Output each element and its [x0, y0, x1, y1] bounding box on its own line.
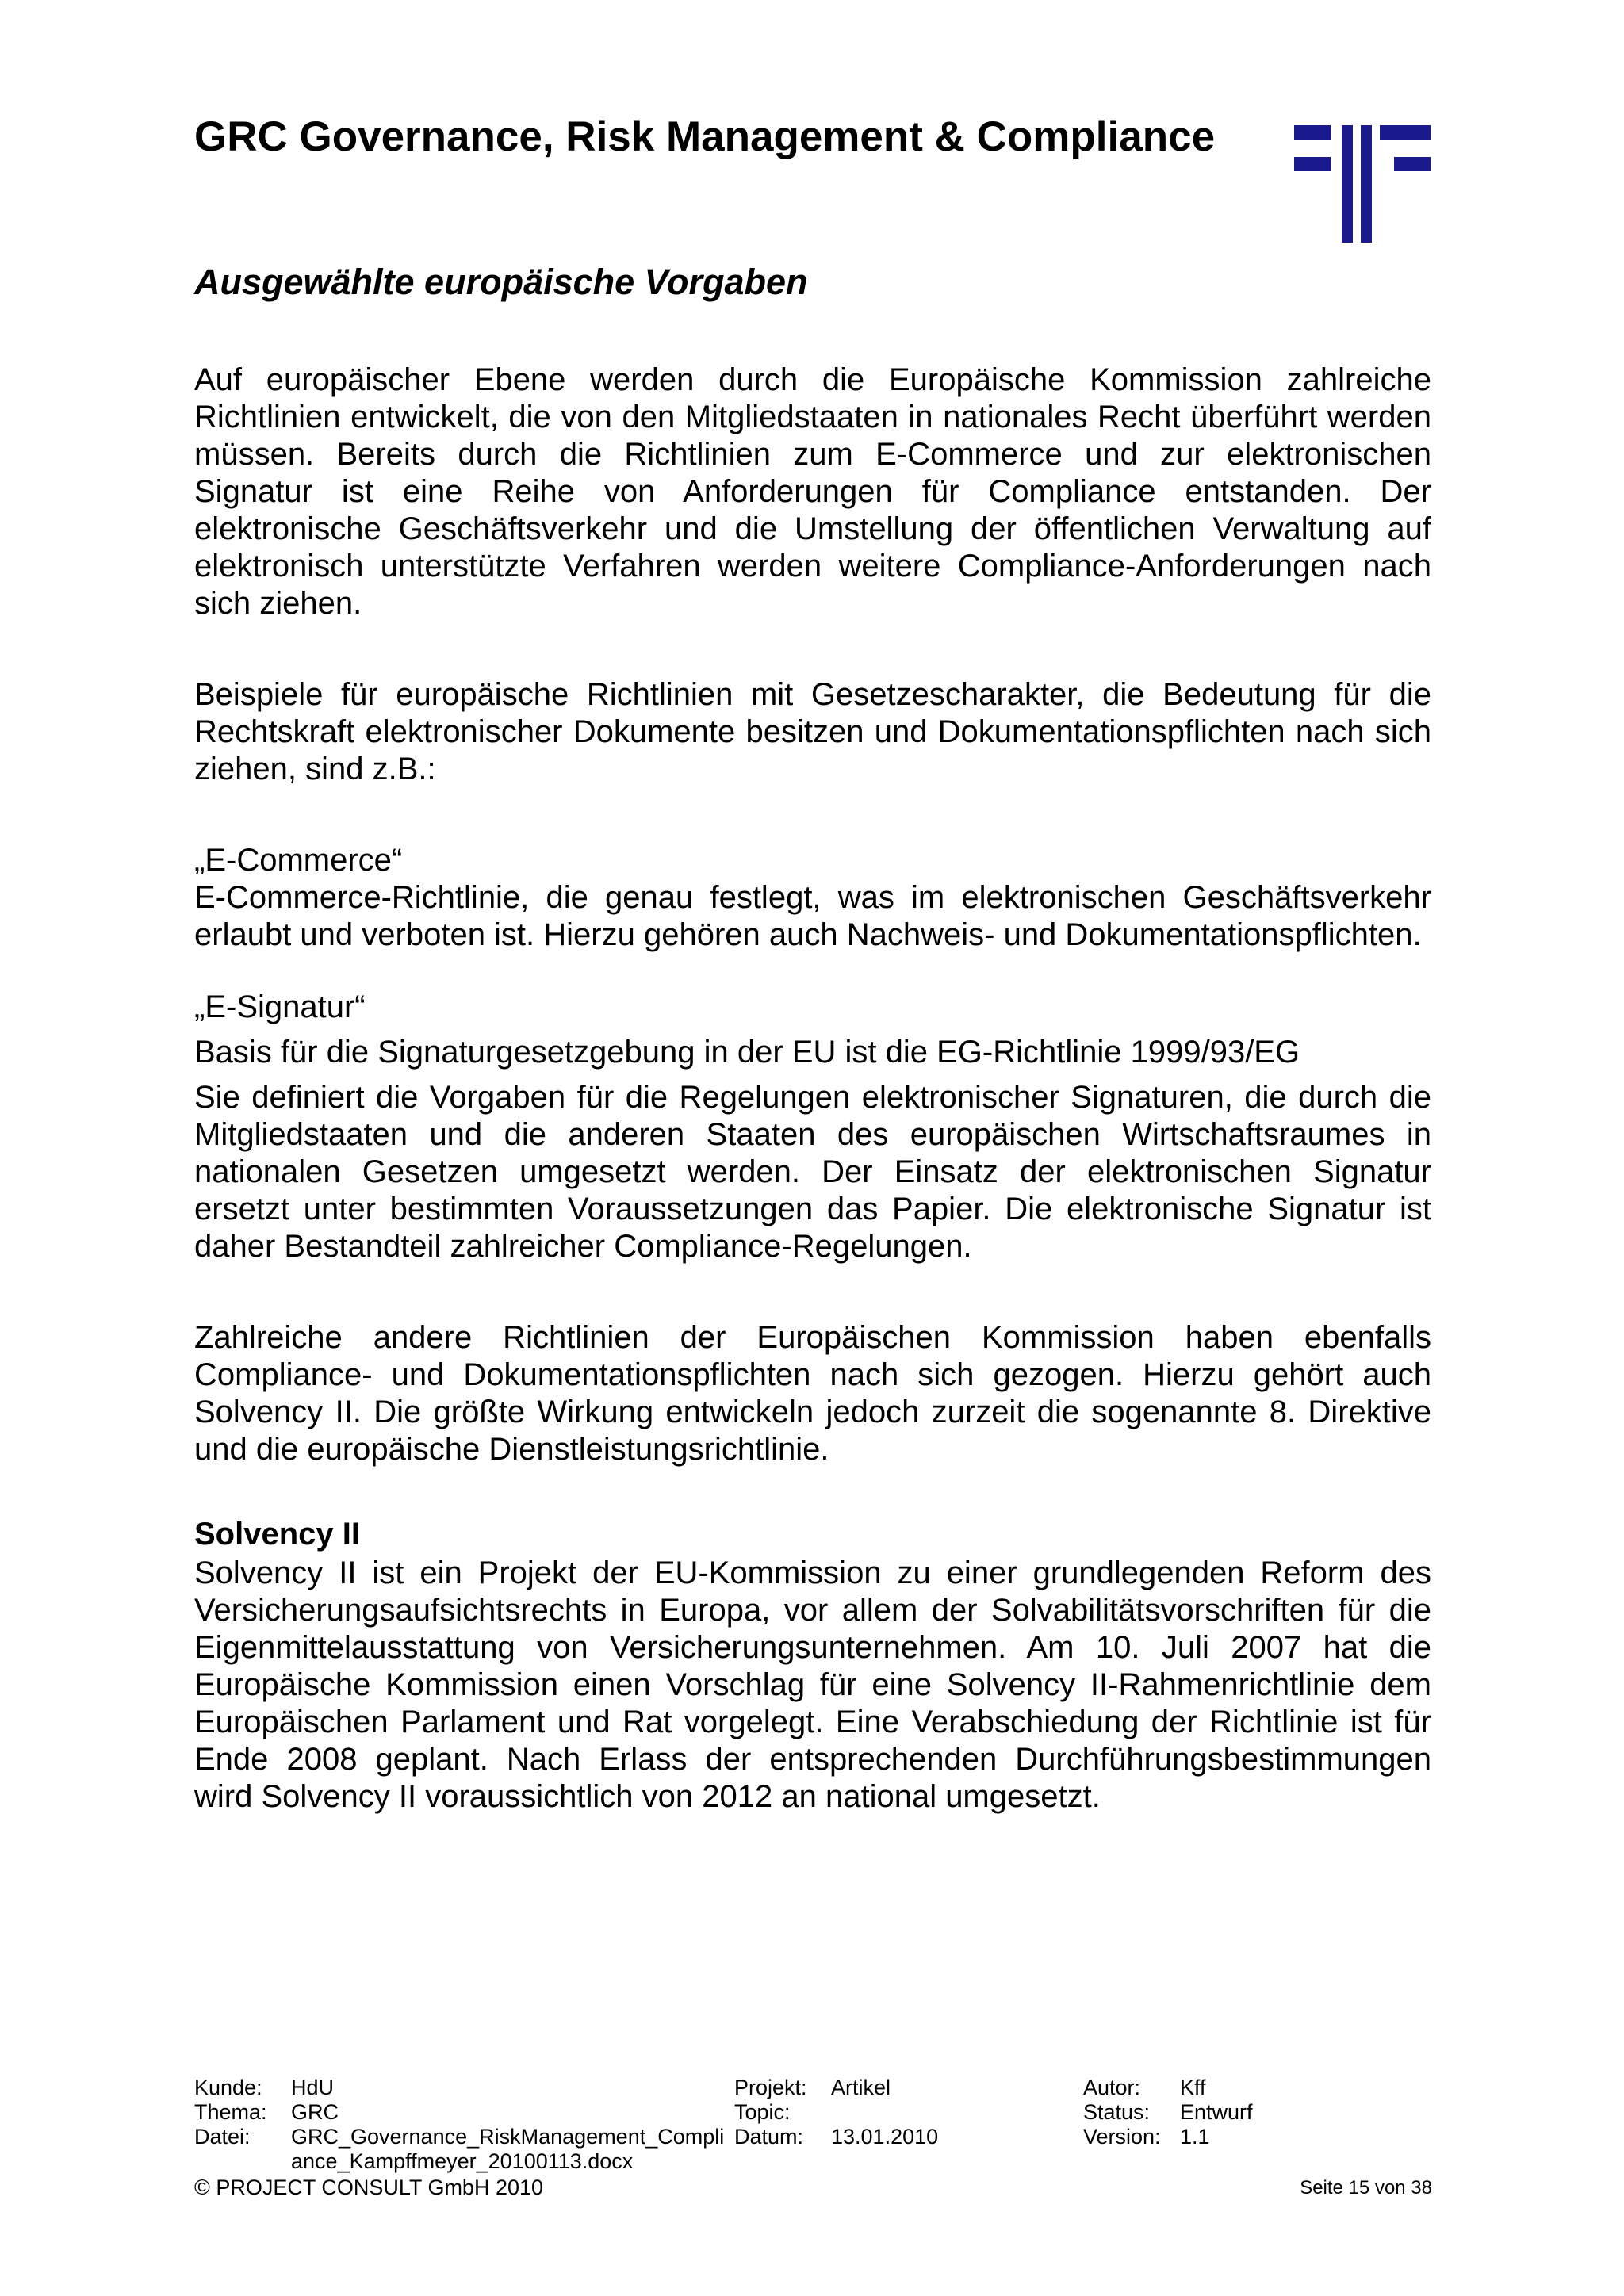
footer-file-row [194, 2125, 735, 2174]
footer-label-thema: Thema: [194, 2100, 267, 2124]
footer-column-middle [734, 2076, 938, 2149]
footer-label-projekt: Projekt: [734, 2076, 807, 2099]
esignatur-label: „E-Signatur“ [194, 989, 366, 1024]
footer-label-topic: Topic: [734, 2100, 791, 2124]
paragraph-examples: Beispiele für europäische Richtlinien mit Gesetzescharakter, die Bedeutung für die Rechtskraft elektronischer Dokumente besitzen und Dokumentationspflichten nach sich ziehen, sind z.B.: [194, 677, 1431, 786]
footer-value-kunde: HdU [291, 2076, 335, 2099]
paragraph-intro: Auf europäischer Ebene werden durch die Europäische Kommission zahlreiche Richtlinien entwickelt, die von den Mitgliedstaaten in nationales Recht überführt werden müssen. Bereits durch die Richtlinien zum E-Commerce und zur elektronischen Signatur ist eine Reihe von Anforderungen für Compliance entstanden. Der elektronische Geschäftsverkehr und die Umstellung der öffentlichen Verwaltung auf elektronisch unterstützte Verfahren werden weitere Compliance-Anforderungen nach sich ziehen. [194, 362, 1431, 621]
footer-label-datei: Datei: [194, 2125, 251, 2149]
document-header-title: GRC Governance, Risk Management & Compliance [194, 113, 1216, 160]
footer-column-right [1083, 2076, 1253, 2149]
esignatur-line: Basis für die Signaturgesetzgebung in der EU ist die EG-Richtlinie 1999/93/EG [194, 1035, 1300, 1070]
esignatur-text: Sie definiert die Vorgaben für die Regelungen elektronischer Signaturen, die durch die Mitgliedstaaten und die anderen Staaten des europäischen Wirtschaftsraumes in nationalen Gesetzen umgesetzt werden. Der Einsatz der elektronischen Signatur ersetzt unter bestimmten Voraussetzungen das Papier. Die elektronische Signatur ist daher Bestandteil zahlreicher Compliance-Regelungen. [194, 1080, 1431, 1264]
footer-label-status: Status: [1083, 2100, 1151, 2124]
footer-value-autor: Kff [1180, 2076, 1206, 2099]
footer-value-status: Entwurf [1180, 2100, 1253, 2124]
footer-value-thema: GRC [291, 2100, 339, 2124]
main-content [194, 362, 1431, 1816]
solvency-text: Solvency II ist ein Projekt der EU-Kommission zu einer grundlegenden Reform des Versicherungsaufsichtsrechts in Europa, vor allem der Solvabilitätsvorschriften für die Eigenmittelausstattung von Versicherungsunternehmen. Am 10. Juli 2007 hat die Europäische Kommission einen Vorschlag für eine Solvency II-Rahmenrichtlinie dem Europäischen Parlament und Rat vorgelegt. Eine Verabschiedung der Richtlinie ist für Ende 2008 geplant. Nach Erlass der entsprechenden Durchführungsbestimmungen wird Solvency II voraussichtlich von 2012 an national umgesetzt. [194, 1556, 1431, 1814]
footer-value-projekt: Artikel [831, 2076, 891, 2099]
footer-value-datum: 13.01.2010 [831, 2125, 939, 2149]
paragraph-other-directives: Zahlreiche andere Richtlinien der Europäischen Kommission haben ebenfalls Compliance- und Dokumentationspflichten nach sich gezogen. Hierzu gehört auch Solvency II. Die größte Wirkung entwickeln jedoch zurzeit die sogenannte 8. Direktive und die europäische Dienstleistungsrichtlinie. [194, 1320, 1431, 1467]
footer-label-kunde: Kunde: [194, 2076, 262, 2099]
footer-value-version: 1.1 [1180, 2125, 1210, 2149]
footer-copyright: © PROJECT CONSULT GmbH 2010 [194, 2175, 544, 2199]
footer-label-autor: Autor: [1083, 2076, 1141, 2099]
ecommerce-label: „E-Commerce“ [194, 843, 403, 878]
ecommerce-text: E-Commerce-Richtlinie, die genau festlegt, was im elektronischen Geschäftsverkehr erlaubt und verboten ist. Hierzu gehören auch Nachweis- und Dokumentationspflichten. [194, 880, 1431, 952]
footer-value-datei: GRC_Governance_RiskManagement_Compliance_Kampffmeyer_20100113.docx [291, 2125, 725, 2173]
footer-page-number: Seite 15 von 38 [1300, 2177, 1432, 2198]
footer-label-version: Version: [1083, 2125, 1161, 2149]
footer-column-left [194, 2076, 339, 2125]
company-logo-icon [1294, 125, 1431, 243]
solvency-heading: Solvency II [194, 1517, 360, 1552]
section-title: Ausgewählte europäische Vorgaben [194, 262, 808, 302]
footer-label-datum: Datum: [734, 2125, 804, 2149]
